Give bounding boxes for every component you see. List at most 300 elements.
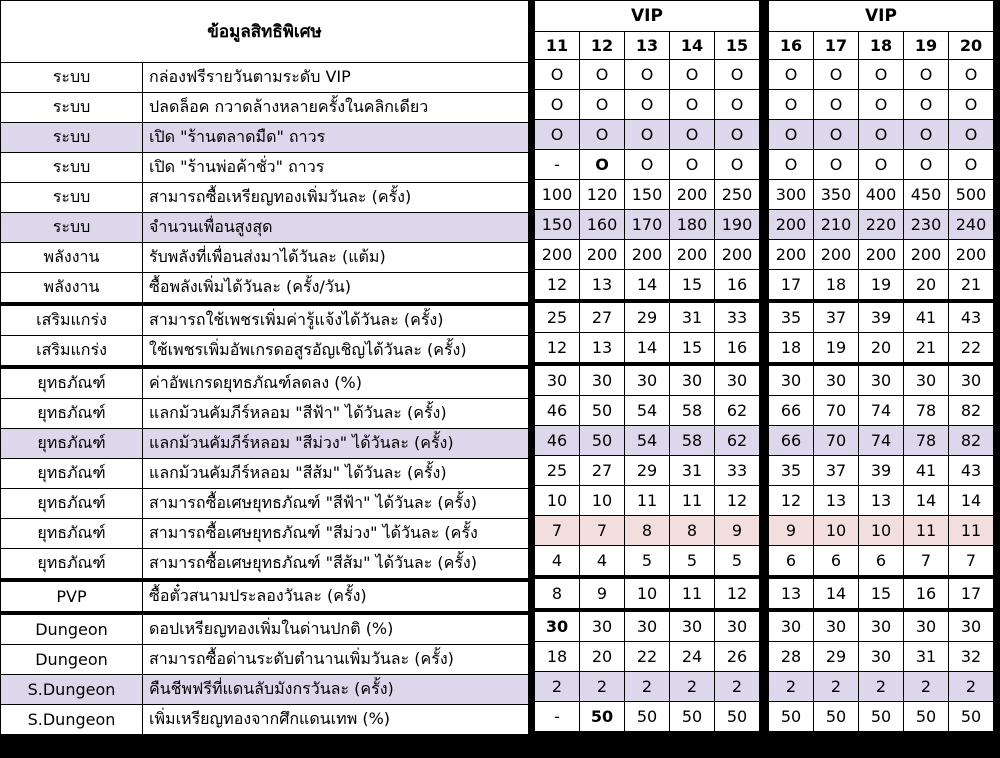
value-cell: 30 [580,610,625,642]
value-cell: 50 [904,702,949,732]
category-cell: Dungeon [1,645,143,675]
vip-level: 14 [670,32,715,60]
value-cell: 7 [535,516,580,546]
table-row [769,60,994,90]
table-row [769,240,994,270]
value-cell: 30 [859,642,904,672]
value-cell: O [904,60,949,90]
value-cell: 30 [625,610,670,642]
table-row [1,549,529,581]
table-row [769,180,994,210]
table-row [769,210,994,240]
value-cell: O [859,150,904,180]
value-cell: 31 [904,642,949,672]
value-cell: 100 [535,180,580,210]
value-cell: 9 [715,516,760,546]
value-cell: O [625,60,670,90]
table-row [769,333,994,365]
value-cell: 12 [535,270,580,302]
vip-16-20-panel [768,0,994,732]
value-cell: 30 [625,364,670,396]
value-cell: 30 [904,364,949,396]
description-cell: สามารถซื้อเศษยุทธภัณฑ์ "สีส้ม" ได้วันละ (ครั้ง) [143,549,529,581]
value-cell: 200 [670,240,715,270]
description-cell: แลกม้วนคัมภีร์หลอม "สีม่วง" ได้วันละ (ครั้ง) [143,429,529,459]
value-cell: 11 [625,486,670,516]
category-cell: เสริมแกร่ง [1,336,143,368]
value-cell: 8 [670,516,715,546]
value-cell: 16 [904,577,949,610]
value-cell: 43 [949,301,994,333]
value-cell: 78 [904,396,949,426]
table-row [1,705,529,735]
table-row [535,396,760,426]
value-cell: 200 [580,240,625,270]
value-cell: 30 [814,364,859,396]
table-row [535,486,760,516]
value-cell: 200 [769,240,814,270]
vip-level: 12 [580,32,625,60]
table-row [769,301,994,333]
value-cell: 54 [625,426,670,456]
value-cell: 170 [625,210,670,240]
vip-16-20-table [768,0,994,732]
value-cell: 2 [904,672,949,702]
value-cell: 13 [580,270,625,302]
value-cell: 31 [670,301,715,333]
table-row [535,60,760,90]
value-cell: 26 [715,642,760,672]
value-cell: 37 [814,301,859,333]
value-cell: 30 [580,364,625,396]
value-cell: 12 [535,333,580,365]
vip-level: 20 [949,32,994,60]
vip-level: 13 [625,32,670,60]
vip-level: 11 [535,32,580,60]
value-cell: 74 [859,396,904,426]
description-cell: แลกม้วนคัมภีร์หลอม "สีฟ้า" ได้วันละ (ครั้ง) [143,399,529,429]
value-cell: 22 [949,333,994,365]
value-cell: 82 [949,396,994,426]
value-cell: O [580,150,625,180]
value-cell: O [814,90,859,120]
value-cell: 70 [814,426,859,456]
table-row [1,336,529,368]
table-row [1,459,529,489]
value-cell: O [580,60,625,90]
value-cell: 5 [670,546,715,578]
value-cell: 12 [769,486,814,516]
category-cell: ยุทธภัณฑ์ [1,549,143,581]
description-cell: คืนชีพฟรีที่แดนลับมังกรวันละ (ครั้ง) [143,675,529,705]
table-row [769,150,994,180]
table-row [1,243,529,273]
value-cell: 7 [904,546,949,578]
value-cell: 16 [715,333,760,365]
description-cell: กล่องฟรีรายวันตามระดับ VIP [143,63,529,93]
description-cell: ซื้อตั๋วสนามประลองวันละ (ครั้ง) [143,580,529,613]
value-cell: 14 [625,333,670,365]
value-cell: 350 [814,180,859,210]
value-cell: 50 [859,702,904,732]
table-row [535,456,760,486]
table-row [1,123,529,153]
value-cell: 2 [625,672,670,702]
value-cell: 30 [859,364,904,396]
value-cell: O [769,60,814,90]
value-cell: 39 [859,456,904,486]
value-cell: 150 [535,210,580,240]
value-cell: O [625,90,670,120]
category-cell: ระบบ [1,213,143,243]
value-cell: 17 [949,577,994,610]
value-cell: 18 [814,270,859,302]
table-row [535,672,760,702]
category-cell: ระบบ [1,123,143,153]
value-cell: 9 [580,577,625,610]
value-cell: 13 [859,486,904,516]
value-cell: 6 [769,546,814,578]
vip-level: 19 [904,32,949,60]
value-cell: O [949,90,994,120]
value-cell: 78 [904,426,949,456]
value-cell: 18 [769,333,814,365]
table-row [1,304,529,336]
value-cell: 15 [859,577,904,610]
value-cell: 400 [859,180,904,210]
value-cell: 10 [814,516,859,546]
value-cell: - [535,702,580,732]
table-row [1,519,529,549]
table-row [1,645,529,675]
value-cell: 250 [715,180,760,210]
value-cell: 10 [625,577,670,610]
vip-level: 17 [814,32,859,60]
value-cell: 50 [580,426,625,456]
table-row [535,577,760,610]
value-cell: 58 [670,426,715,456]
value-cell: 50 [715,702,760,732]
value-cell: 18 [535,642,580,672]
value-cell: 450 [904,180,949,210]
table-row [769,577,994,610]
value-cell: 17 [769,270,814,302]
table-row [535,610,760,642]
value-cell: 9 [769,516,814,546]
table-row [1,153,529,183]
value-cell: O [715,90,760,120]
vip-level: 15 [715,32,760,60]
value-cell: 12 [715,486,760,516]
value-cell: 30 [535,610,580,642]
description-cell: ดอปเหรียญทองเพิ่มในด่านปกติ (%) [143,613,529,645]
value-cell: 5 [715,546,760,578]
table-row [1,63,529,93]
value-cell: 11 [670,486,715,516]
value-cell: 200 [949,240,994,270]
value-cell: O [769,150,814,180]
description-cell: สามารถซื้อเศษยุทธภัณฑ์ "สีฟ้า" ได้วันละ (ครั้ง) [143,489,529,519]
value-cell: 30 [670,610,715,642]
value-cell: 10 [859,516,904,546]
category-cell: เสริมแกร่ง [1,304,143,336]
value-cell: 39 [859,301,904,333]
value-cell: 41 [904,301,949,333]
value-cell: O [769,90,814,120]
value-cell: 160 [580,210,625,240]
value-cell: 50 [814,702,859,732]
value-cell: 29 [625,301,670,333]
table-row [535,240,760,270]
value-cell: 30 [949,610,994,642]
vip-11-15-panel [534,0,760,732]
value-cell: 50 [949,702,994,732]
value-cell: 62 [715,396,760,426]
category-cell: ยุทธภัณฑ์ [1,459,143,489]
table-row [769,486,994,516]
value-cell: 33 [715,301,760,333]
value-cell: 30 [814,610,859,642]
table-row [1,183,529,213]
description-cell: เพิ่มเหรียญทองจากศึกแดนเทพ (%) [143,705,529,735]
value-cell: 10 [580,486,625,516]
value-cell: 200 [670,180,715,210]
table-row [535,642,760,672]
value-cell: 2 [715,672,760,702]
category-cell: S.Dungeon [1,705,143,735]
category-cell: ระบบ [1,93,143,123]
value-cell: 2 [949,672,994,702]
value-cell: 15 [670,333,715,365]
value-cell: 2 [580,672,625,702]
value-cell: 32 [949,642,994,672]
value-cell: O [625,150,670,180]
value-cell: O [904,120,949,150]
value-cell: 10 [535,486,580,516]
value-cell: 7 [580,516,625,546]
table-row [769,364,994,396]
value-cell: 20 [904,270,949,302]
value-cell: 24 [670,642,715,672]
value-cell: 19 [859,270,904,302]
value-cell: 50 [769,702,814,732]
table-row [535,90,760,120]
value-cell: 7 [949,546,994,578]
table-row [769,456,994,486]
value-cell: 14 [949,486,994,516]
description-cell: สามารถซื้อเหรียญทองเพิ่มวันละ (ครั้ง) [143,183,529,213]
description-cell: สามารถซื้อด่านระดับตำนานเพิ่มวันละ (ครั้ง) [143,645,529,675]
value-cell: 14 [904,486,949,516]
vip-level-row [535,32,760,60]
vip-level-row [769,32,994,60]
value-cell: 4 [580,546,625,578]
header-row [1,1,529,63]
value-cell: 2 [670,672,715,702]
value-cell: 30 [715,364,760,396]
table-row [1,367,529,399]
value-cell: 200 [535,240,580,270]
category-cell: Dungeon [1,613,143,645]
value-cell: O [715,150,760,180]
table-row [1,429,529,459]
value-cell: O [670,150,715,180]
value-cell: 8 [625,516,670,546]
value-cell: 50 [580,702,625,732]
table-row [535,150,760,180]
value-cell: 5 [625,546,670,578]
value-cell: 70 [814,396,859,426]
value-cell: O [625,120,670,150]
value-cell: 30 [949,364,994,396]
table-row [769,90,994,120]
value-cell: O [949,60,994,90]
value-cell: 46 [535,426,580,456]
table-row [535,426,760,456]
value-cell: 8 [535,577,580,610]
table-row [769,610,994,642]
value-cell: O [670,90,715,120]
category-cell: พลังงาน [1,243,143,273]
table-row [769,546,994,578]
table-row [535,180,760,210]
value-cell: 6 [814,546,859,578]
value-cell: 230 [904,210,949,240]
table-row [1,489,529,519]
value-cell: 11 [904,516,949,546]
value-cell: 200 [715,240,760,270]
table-row [769,270,994,302]
table-row [769,516,994,546]
table-title: ข้อมูลสิทธิพิเศษ [1,1,529,63]
description-cell: เปิด "ร้านพ่อค้าชั่ว" ถาวร [143,153,529,183]
value-cell: O [580,90,625,120]
value-cell: 120 [580,180,625,210]
value-cell: 22 [625,642,670,672]
description-cell: สามารถซื้อเศษยุทธภัณฑ์ "สีม่วง" ได้วันละ (ครั้ง [143,519,529,549]
table-row [535,270,760,302]
value-cell: 4 [535,546,580,578]
value-cell: 66 [769,426,814,456]
value-cell: 13 [769,577,814,610]
value-cell: 11 [949,516,994,546]
value-cell: 33 [715,456,760,486]
value-cell: 200 [859,240,904,270]
table-row [769,702,994,732]
value-cell: 220 [859,210,904,240]
table-row [769,120,994,150]
value-cell: 200 [814,240,859,270]
table-row [535,364,760,396]
value-cell: 25 [535,456,580,486]
value-cell: 35 [769,456,814,486]
value-cell: O [904,150,949,180]
value-cell: 30 [904,610,949,642]
category-cell: ระบบ [1,63,143,93]
category-cell: ยุทธภัณฑ์ [1,519,143,549]
value-cell: 54 [625,396,670,426]
value-cell: 2 [859,672,904,702]
value-cell: 240 [949,210,994,240]
value-cell: 2 [535,672,580,702]
value-cell: 210 [814,210,859,240]
value-cell: 2 [769,672,814,702]
table-row [1,273,529,305]
value-cell: O [715,120,760,150]
table-row [535,301,760,333]
value-cell: O [535,120,580,150]
table-row [1,580,529,613]
value-cell: O [535,60,580,90]
value-cell: O [535,90,580,120]
value-cell: O [670,120,715,150]
value-cell: O [580,120,625,150]
value-cell: 62 [715,426,760,456]
value-cell: 16 [715,270,760,302]
table-row [1,213,529,243]
table-row [1,93,529,123]
value-cell: 14 [814,577,859,610]
vip-label: VIP [769,1,994,32]
table-row [535,210,760,240]
category-cell: ยุทธภัณฑ์ [1,399,143,429]
value-cell: O [949,120,994,150]
description-cell: ปลดล็อค กวาดล้างหลายครั้งในคลิกเดียว [143,93,529,123]
value-cell: O [769,120,814,150]
description-cell: ใช้เพชรเพิ่มอัพเกรดอสูรอัญเชิญได้วันละ (ครั้ง) [143,336,529,368]
value-cell: 14 [625,270,670,302]
value-cell: 27 [580,456,625,486]
description-cell: ค่าอัพเกรดยุทธภัณฑ์ลดลง (%) [143,367,529,399]
value-cell: 12 [715,577,760,610]
value-cell: 150 [625,180,670,210]
value-cell: 190 [715,210,760,240]
value-cell: 27 [580,301,625,333]
value-cell: 19 [814,333,859,365]
description-cell: แลกม้วนคัมภีร์หลอม "สีส้ม" ได้วันละ (ครั้ง) [143,459,529,489]
value-cell: O [904,90,949,120]
value-cell: 30 [535,364,580,396]
table-row [1,613,529,645]
value-cell: 6 [859,546,904,578]
value-cell: O [715,60,760,90]
value-cell: 66 [769,396,814,426]
table-row [769,396,994,426]
description-cell: รับพลังที่เพื่อนส่งมาได้วันละ (แต้ม) [143,243,529,273]
value-cell: 180 [670,210,715,240]
value-cell: O [814,120,859,150]
value-cell: 11 [670,577,715,610]
value-cell: 30 [769,364,814,396]
vip-level: 18 [859,32,904,60]
value-cell: 28 [769,642,814,672]
category-cell: ยุทธภัณฑ์ [1,429,143,459]
value-cell: 2 [814,672,859,702]
value-cell: 43 [949,456,994,486]
value-cell: 15 [670,270,715,302]
value-cell: 25 [535,301,580,333]
category-cell: PVP [1,580,143,613]
value-cell: 200 [625,240,670,270]
description-cell: ซื้อพลังเพิ่มได้วันละ (ครั้ง/วัน) [143,273,529,305]
value-cell: O [859,60,904,90]
value-cell: 500 [949,180,994,210]
value-cell: 82 [949,426,994,456]
table-row [535,120,760,150]
value-cell: O [814,60,859,90]
value-cell: 30 [670,364,715,396]
value-cell: 58 [670,396,715,426]
